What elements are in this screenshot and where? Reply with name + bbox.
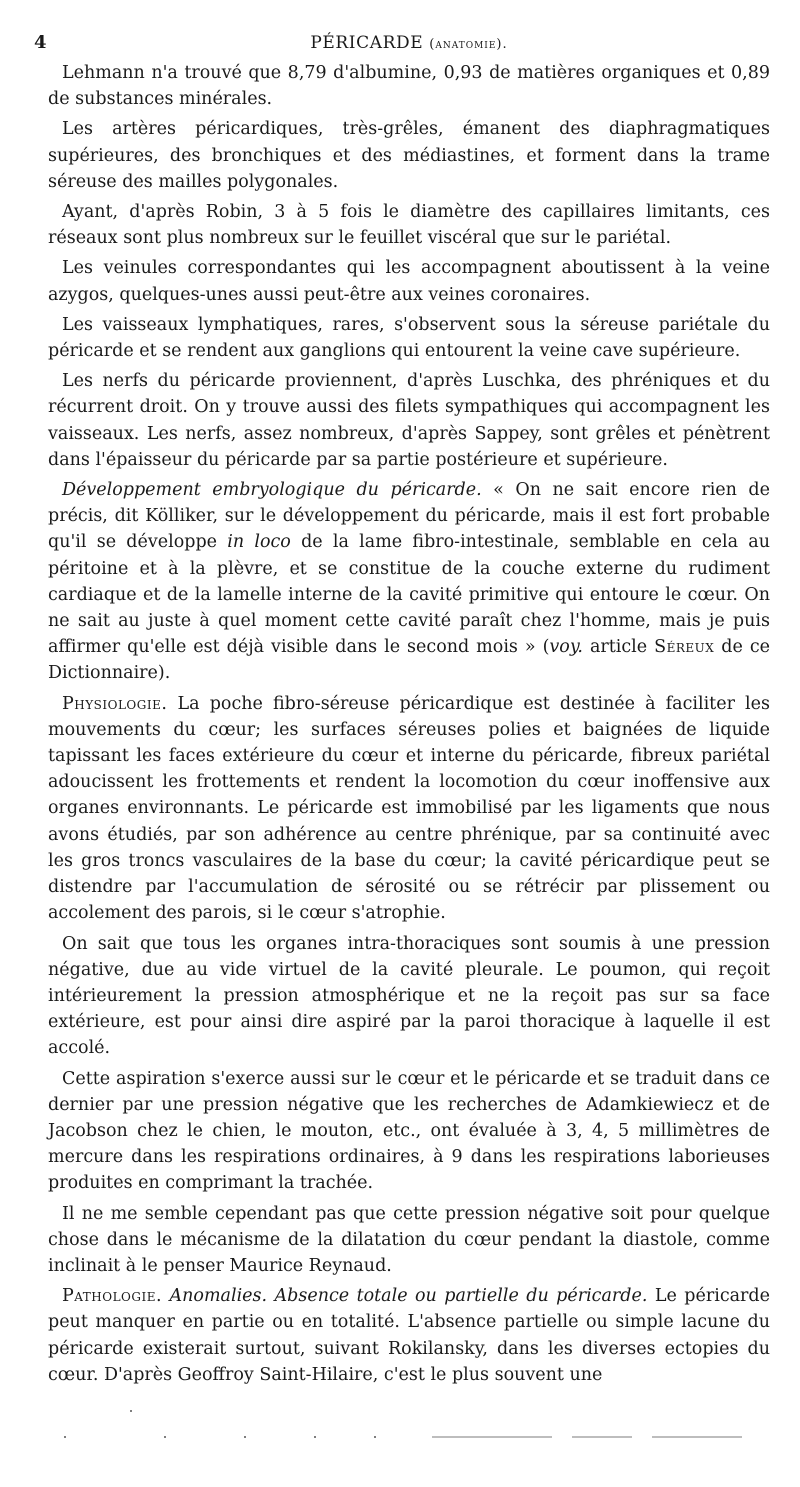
pathology-subheading: Anomalies. Absence totale ou partielle du péricarde. bbox=[169, 1286, 648, 1307]
speck bbox=[374, 1436, 376, 1438]
embryology-text-a: « On ne sait encore rien de précis, dit Kölliker, sur le développement du péricarde, mais il est fort probable qu'il se développe bbox=[48, 480, 770, 553]
physiology-text: La poche fibro-séreuse péricardique est destinée à faciliter les mouvements du cœur; les surfaces séreuses polies et baignées de liquide tapissant les faces extérieure du cœur et interne du péricarde, fibreux pariétal adoucissent les frottements et rendent la locomotion du cœur inoffensive aux organes environnants. Le péricarde est immobilisé par les ligaments que nous avons étudiés, par son adhérence au centre phrénique, par sa continuité avec les gros troncs vasculaires de la base du cœur; la cavité péricardique peut se distendre par l'accumulation de sérosité ou se rétrécir par plissement ou accolement des parois, si le cœur s'atrophie. bbox=[48, 693, 770, 924]
paragraph-nerves: Les nerfs du péricarde proviennent, d'après Luschka, des phréniques et du récurrent droit. On y trouve aussi des filets sympathiques qui accompagnent les vaisseaux. Les nerfs, assez nombreux, d'après Sappey, sont grêles et pénètrent dans l'épaisseur du péricarde par sa partie postérieure et supérieure. bbox=[48, 371, 770, 470]
embryology-text-d: de ce Dictionnaire). bbox=[48, 637, 771, 684]
scan-artifacts bbox=[12, 1402, 770, 1432]
document-page bbox=[34, 26, 771, 1466]
body-text bbox=[48, 60, 770, 1388]
embryology-text-b: de la lame fibro-intestinale, semblable en cela au péritoine et à la plèvre, et se constitue de la couche externe du rudiment cardiaque et de la lamelle interne de la cavité primitive qui entoure le cœur. On ne sait au juste à quel moment cette cavité paraît chez l'homme, mais je puis affirmer qu'elle est déjà visible dans le second mois » ( bbox=[48, 532, 770, 658]
pathology-text: Le péricarde peut manquer en partie ou en totalité. L'absence partielle ou simple lacune du péricarde existerait surtout, suivant Rokilansky, dans les diverses ectopies du cœur. D'après Geoffroy Saint-Hilaire, c'est le plus souvent une bbox=[48, 1286, 770, 1385]
embryology-sereux: Séreux bbox=[654, 637, 715, 658]
page-number: 4 bbox=[34, 32, 47, 53]
paragraph-veins: Les veinules correspondantes qui les accompagnent aboutissent à la veine azygos, quelques-unes aussi peut-être aux veines coronaires. bbox=[48, 258, 770, 305]
embryology-heading: Développement embryologique du péricarde. bbox=[62, 480, 482, 501]
physiology-heading: Physiologie. bbox=[62, 693, 168, 714]
running-title-subtitle: (anatomie). bbox=[429, 37, 508, 52]
paragraph-pathology bbox=[48, 1283, 770, 1388]
paragraph-physiology bbox=[48, 691, 770, 927]
paragraph-aspiration: Cette aspiration s'exerce aussi sur le cœur et le péricarde et se traduit dans ce dernier par une pression négative que les recherches de Adamkiewiecz et de Jacobson chez le chien, le mouton, etc., ont évaluée à 3, 4, 5 millimètres de mercure dans les respirations ordinaires, à 9 dans les respirations laborieuses produites en comprimant la trachée. bbox=[48, 1068, 770, 1194]
embryology-in-loco: in loco bbox=[227, 532, 291, 553]
speck bbox=[314, 1436, 316, 1438]
speck bbox=[244, 1436, 246, 1438]
paragraph-lymphatics: Les vaisseaux lymphatiques, rares, s'observent sous la séreuse pariétale du péricarde et se rendent aux ganglions qui entourent la veine cave supérieure. bbox=[48, 314, 770, 362]
paragraph-embryology bbox=[48, 477, 770, 687]
paragraph-pressure: On sait que tous les organes intra-thoraciques sont soumis à une pression négative, due au vide virtuel de la cavité pleurale. Le poumon, qui reçoit intérieurement la pression atmosphérique et ne la reçoit pas sur sa face extérieure, est pour ainsi dire aspiré par la paroi thoracique à laquelle il est accolé. bbox=[48, 933, 770, 1059]
speck bbox=[164, 1436, 166, 1438]
paragraph-arteries: Les artères péricardiques, très-grêles, émanent des diaphragmatiques supérieures, des bronchiques et des médiastines, et forment dans la trame séreuse des mailles polygonales. bbox=[48, 119, 770, 192]
paragraph-lehmann: Lehmann n'a trouvé que 8,79 d'albumine, 0,93 de matières organiques et 0,89 de substances minérales. bbox=[48, 63, 770, 110]
show-through-line bbox=[572, 1436, 632, 1438]
pathology-heading: Pathologie. bbox=[62, 1286, 163, 1307]
running-title-main: PÉRICARDE bbox=[310, 33, 424, 53]
embryology-voy: voy. bbox=[549, 637, 583, 658]
running-title bbox=[48, 26, 770, 62]
speck bbox=[130, 1410, 132, 1412]
running-header bbox=[34, 26, 770, 60]
show-through-line bbox=[652, 1436, 742, 1438]
embryology-text-c: article bbox=[582, 637, 655, 658]
paragraph-robin: Ayant, d'après Robin, 3 à 5 fois le diamètre des capillaires limitants, ces réseaux sont plus nombreux sur le feuillet viscéral que sur le pariétal. bbox=[48, 202, 770, 249]
paragraph-diastole: Il ne me semble cependant pas que cette pression négative soit pour quelque chose dans le mécanisme de la dilatation du cœur pendant la diastole, comme inclinait à le penser Maurice Reynaud. bbox=[48, 1203, 770, 1276]
show-through-line bbox=[432, 1436, 552, 1438]
speck bbox=[64, 1436, 66, 1438]
